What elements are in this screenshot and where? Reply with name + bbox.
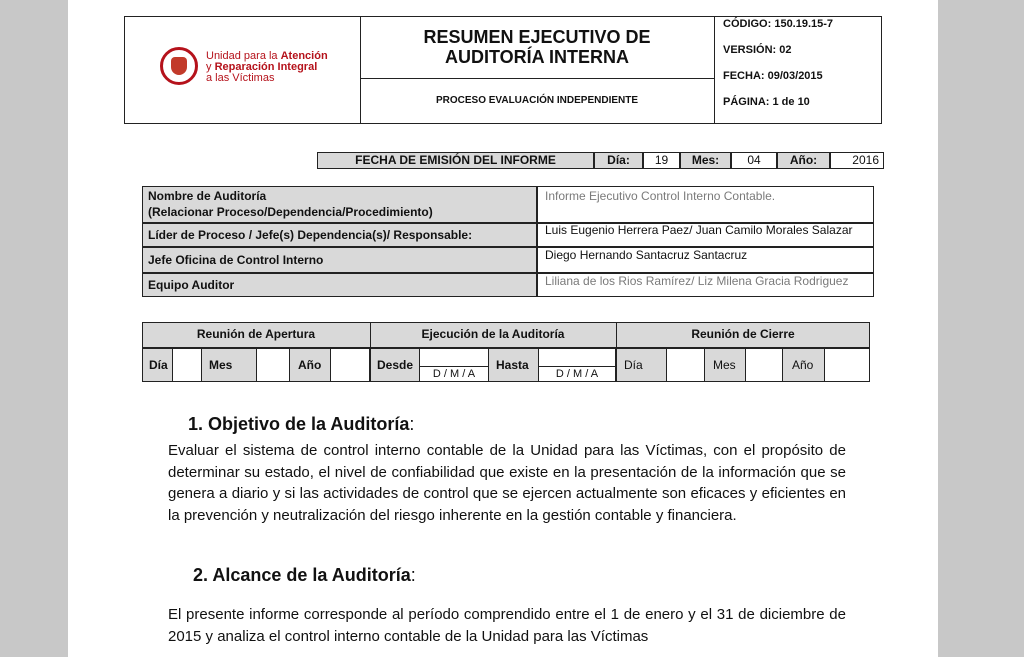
- to-date-format: D / M / A: [555, 368, 599, 380]
- audit-name-value: Informe Ejecutivo Control Interno Contable.: [545, 189, 776, 203]
- opening-month-label: Mes: [209, 358, 233, 372]
- code-label: CÓDIGO: 150.19.15-7: [723, 18, 834, 30]
- date-label: FECHA: 09/03/2015: [723, 70, 823, 82]
- logo-text: Unidad para la Atención y Reparación Integral a las Víctimas: [206, 50, 328, 84]
- from-label: Desde: [377, 358, 414, 372]
- opening-day-label: Día: [149, 358, 168, 372]
- process-name: PROCESO EVALUACIÓN INDEPENDIENTE: [435, 95, 639, 106]
- emission-label: FECHA DE EMISIÓN DEL INFORME: [317, 152, 594, 169]
- section2-text: El presente informe corresponde al período comprendido entre el 1 de enero y el 31 de diciembre de 2015 y analiza el control interno contable de la Unidad para las Víctimas: [168, 606, 846, 645]
- audit-name-sublabel: (Relacionar Proceso/Dependencia/Procedimiento): [148, 205, 433, 219]
- opening-year-label: Año: [298, 358, 322, 372]
- month-label: Mes:: [680, 152, 731, 169]
- from-date-format: D / M / A: [432, 368, 476, 380]
- to-label: Hasta: [496, 358, 529, 372]
- section2-heading: 2. Alcance de la Auditoría:: [193, 565, 416, 585]
- page-label: PÁGINA: 1 de 10: [723, 96, 810, 108]
- closing-meeting-header: Reunión de Cierre: [691, 327, 795, 341]
- section1-heading: 1. Objetivo de la Auditoría:: [188, 414, 415, 434]
- year-value: 2016: [830, 152, 884, 169]
- closing-year-label: Año: [792, 358, 814, 372]
- day-label: Día:: [594, 152, 643, 169]
- section1-text: Evaluar el sistema de control interno contable de la Unidad para las Víctimas, con el propósito de determinar su estado, el nivel de confiabilidad que existe en la presentación de la información que se genera a diario y si las actividades de control que se ejercen actualmente son eficaces y eficientes en la prevención y neutralización del riesgo inherente en la gestión contable y financiera.: [168, 442, 846, 524]
- control-head-value: Diego Hernando Santacruz Santacruz: [545, 248, 748, 262]
- version-label: VERSIÓN: 02: [723, 44, 792, 56]
- closing-day-label: Día: [624, 358, 643, 372]
- process-leader-value: Luis Eugenio Herrera Paez/ Juan Camilo Morales Salazar: [545, 223, 853, 237]
- control-head-label: Jefe Oficina de Control Interno: [148, 253, 324, 267]
- closing-month-label: Mes: [713, 358, 736, 372]
- audit-team-label: Equipo Auditor: [148, 278, 235, 292]
- month-value: 04: [731, 152, 777, 169]
- document-title: RESUMEN EJECUTIVO DE AUDITORÍA INTERNA: [423, 27, 651, 67]
- document-page: [68, 0, 938, 657]
- audit-team-value: Liliana de los Rios Ramírez/ Liz Milena Gracia Rodriguez: [545, 274, 849, 288]
- year-label: Año:: [777, 152, 830, 169]
- opening-meeting-header: Reunión de Apertura: [196, 327, 316, 341]
- day-value: 19: [643, 152, 680, 169]
- audit-name-label: Nombre de Auditoría: [148, 189, 267, 203]
- execution-header: Ejecución de la Auditoría: [421, 327, 565, 341]
- coat-of-arms-icon: [160, 47, 198, 85]
- process-leader-label: Líder de Proceso / Jefe(s) Dependencia(s)/ Responsable:: [148, 228, 473, 242]
